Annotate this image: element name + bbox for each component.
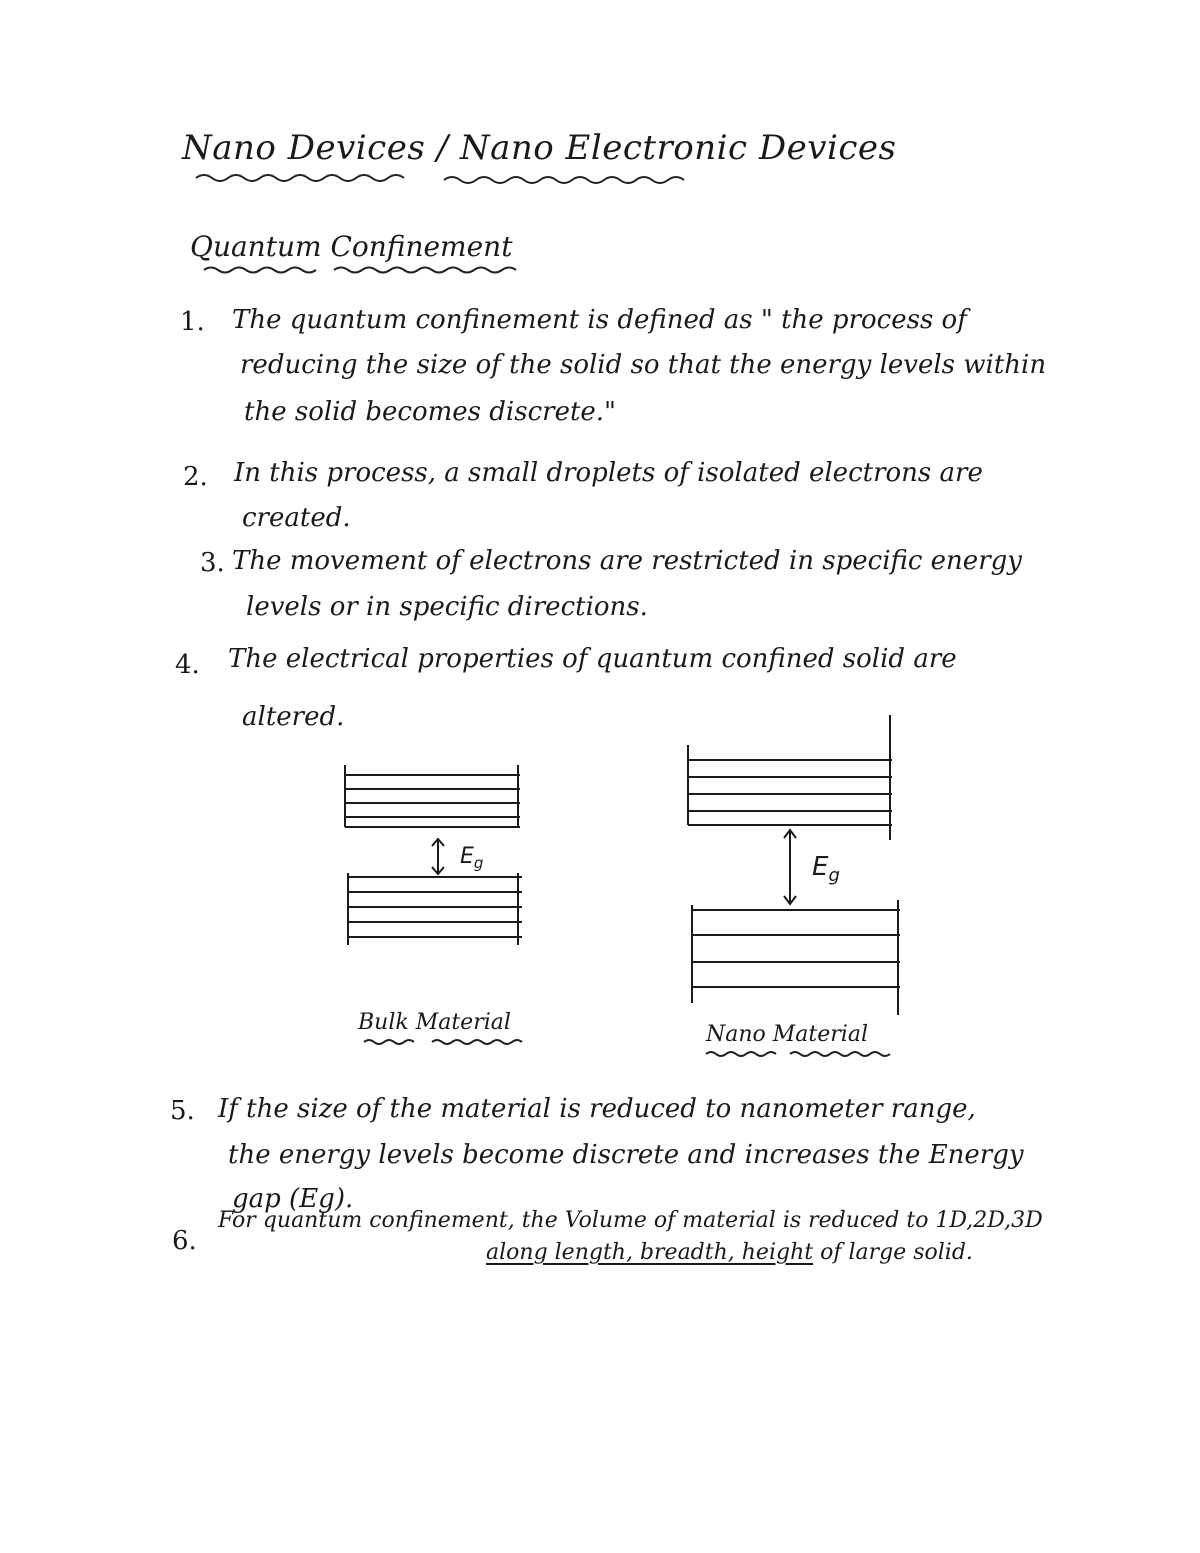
bulk-gap-label: $E_g$: [460, 844, 484, 872]
point-text-line: In this process, a small droplets of isolated electrons are: [234, 458, 983, 488]
nano-band-diagram: [688, 715, 900, 1015]
point-text-line: levels or in specific directions.: [246, 592, 648, 622]
point-text-line: created.: [242, 503, 351, 533]
point-number: 2.: [183, 462, 208, 492]
point-text-line: reducing the size of the solid so that the energy levels within: [240, 350, 1047, 380]
point-text-line-2: [486, 1240, 973, 1265]
point-text-line: The electrical properties of quantum confined solid are: [228, 644, 957, 674]
bulk-band-diagram: [345, 765, 522, 945]
band-gap-diagram: [330, 705, 910, 1055]
nano-gap-label: $E_g$: [812, 852, 840, 886]
point-number: 4.: [175, 650, 200, 680]
point-number: 3.: [200, 548, 225, 578]
dimensions-underlined: along length, breadth, height: [486, 1240, 814, 1265]
point-text-line: altered.: [242, 702, 345, 732]
point-text-line: For quantum confinement, the Volume of material is reduced to 1D,2D,3D: [218, 1208, 1043, 1233]
nano-caption-squiggle: [706, 1048, 896, 1060]
point-text-tail: of large solid.: [820, 1240, 973, 1265]
section-heading: Quantum Confinement: [190, 230, 513, 263]
point-text-line: The quantum confinement is defined as " the process of: [232, 305, 967, 335]
point-number: 1.: [180, 307, 205, 337]
point-text-line: gap (Eg).: [232, 1184, 354, 1214]
point-number: 5.: [170, 1096, 195, 1126]
point-text-line: The movement of electrons are restricted in specific energy: [232, 546, 1022, 576]
bulk-material-caption: Bulk Material: [358, 1010, 511, 1035]
heading-underline-squiggle: [204, 263, 524, 277]
nano-material-caption: Nano Material: [706, 1022, 868, 1047]
point-text-line: If the size of the material is reduced to nanometer range,: [218, 1094, 976, 1124]
title-underline-squiggle: [196, 170, 776, 186]
point-text-line: the energy levels become discrete and increases the Energy: [228, 1140, 1024, 1170]
point-text-line: the solid becomes discrete.": [244, 397, 617, 427]
point-number: 6.: [172, 1226, 197, 1256]
page-title: Nano Devices / Nano Electronic Devices: [182, 128, 897, 168]
bulk-caption-squiggle: [364, 1036, 534, 1048]
